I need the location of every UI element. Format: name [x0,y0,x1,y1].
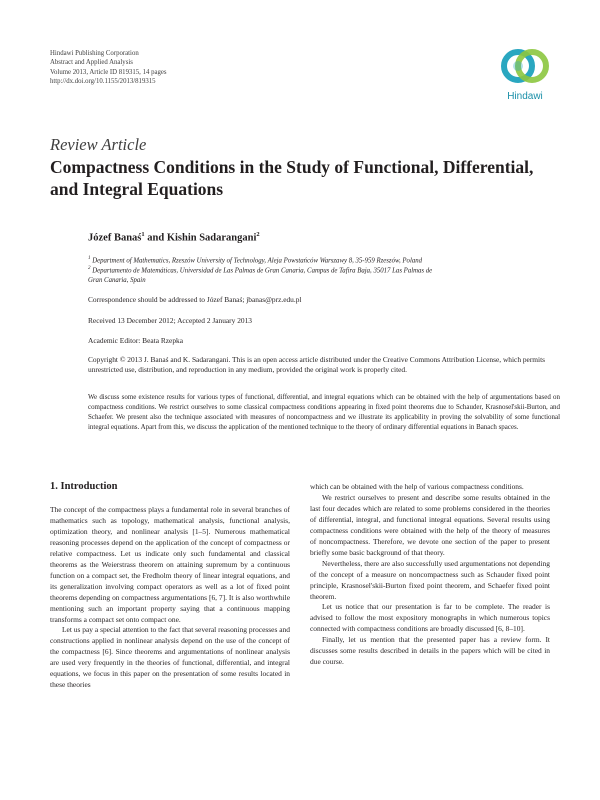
copyright-notice: Copyright © 2013 J. Banaś and K. Sadarangani. This is an open access article distributed under the Creative Commons Attribution License, which permits unrestricted use, distribution, and reproduction in any medium, provided the original work is properly cited. [88,355,546,374]
affiliation [88,264,433,286]
paragraph: Let us notice that our presentation is far to be complete. The reader is advised to follow the most expository monographs in which numerous topics connected with compactness conditions are broadly discussed [6, 8–10]. [310,602,550,634]
right-column [310,482,550,668]
affiliation-mark: 2 [88,266,91,271]
left-column [50,505,290,691]
paragraph: The concept of the compactness plays a fundamental role in several branches of mathematics such as topology, mathematical analysis, functional analysis, optimization theory, and nonlinear analysis [1–5]. Numerous mathematical reasoning processes depend on the application of the concept of compactness or relative compactness. Let us indicate only such fundamental and classical theorems as the Weierstrass theorem on attaining supremum by a continuous function on a compact set, the Fredholm theory of linear integral equations, and its generalization involving compact operators as well as a lot of fixed point theorems depending on compactness argumentations [6, 7]. It is also worthwhile mentioning such an important property saying that a continuous mapping transforms a compact set onto compact one. [50,505,290,624]
paragraph: Let us pay a special attention to the fact that several reasoning processes and constructions applied in nonlinear analysis depend on the use of the concept of the compactness [6]. Since theorems and argumentations of nonlinear analysis are used very frequently in the theories of functional, differential, and integral equations, we focus in this paper on the presentation of some results located in these theories [50,625,290,690]
paragraph: Nevertheless, there are also successfully used argumentations not depending of the concept of a measure on noncompactness such as Schauder fixed point principle, Krasnosel'skii-Burton fixed point theorem, and Schaefer fixed point theorem. [310,558,550,601]
section-heading: 1. Introduction [50,481,118,492]
correspondence: Correspondence should be addressed to Józef Banaś; jbanas@prz.edu.pl [88,295,302,304]
paragraph: Finally, let us mention that the presented paper has a review form. It discusses some results described in details in the papers which will be cited in due course. [310,635,550,667]
publisher-line: Hindawi Publishing Corporation [50,50,139,57]
publication-info [50,49,167,87]
author-joiner: and [144,232,167,244]
article-type: Review Article [50,135,147,154]
author-name: Kishin Sadarangani [166,232,257,244]
affiliation-text: Department of Mathematics, Rzeszów University of Technology, Aleja Powstańców Warszawy 8, 35-959 Rzeszów, Poland [92,257,423,265]
doi-link[interactable]: http://dx.doi.org/10.1155/2013/819315 [50,78,156,86]
journal-line: Abstract and Applied Analysis [50,59,133,67]
hindawi-logo [494,44,556,106]
volume-line: Volume 2013, Article ID 819315, 14 pages [50,68,167,76]
author-affiliation-mark: 2 [256,231,260,238]
received-dates: Received 13 December 2012; Accepted 2 January 2013 [88,316,252,325]
paper-title: Compactness Conditions in the Study of Functional, Differential, and Integral Equations [50,157,534,199]
author-affiliation-mark: 1 [141,231,145,238]
affiliation-text: Departamento de Matemáticas, Universidad de Las Palmas de Gran Canaria, Campus de Tafira Baja, 35017 Las Palmas de Gran Canaria, Spain [88,267,433,285]
author-list [88,231,260,244]
paragraph: We restrict ourselves to present and describe some results obtained in the last four decades which are related to some problems considered in the theories of differential, integral, and functional integral equations. Several results using compactness conditions were obtained with the help of the theory of measures of noncompactness. Therefore, we devote one section of the paper to present briefly some basic background of that theory. [310,492,550,557]
author-name: Józef Banaś [88,232,142,244]
paragraph: which can be obtained with the help of various compactness conditions. [310,482,524,491]
affiliation-mark: 1 [88,256,91,261]
hindawi-logo-text: Hindawi [507,91,543,102]
hindawi-logo-icon [494,44,556,90]
abstract: We discuss some existence results for various types of functional, differential, and integral equations which can be obtained with the help of argumentations based on compactness conditions. We restrict ourselves to some classical compactness conditions appearing in fixed point theorems due to Schauder, Krasnosel'skii-Burton, and Schaefer. We present also the technique associated with measures of noncompactness and we illustrate its applicability in proving the solvability of some functional integral equations. Apart from this, we discuss the application of the mentioned technique to the theory of ordinary differential equations in Banach spaces. [88,393,560,431]
academic-editor: Academic Editor: Beata Rzepka [88,336,184,345]
